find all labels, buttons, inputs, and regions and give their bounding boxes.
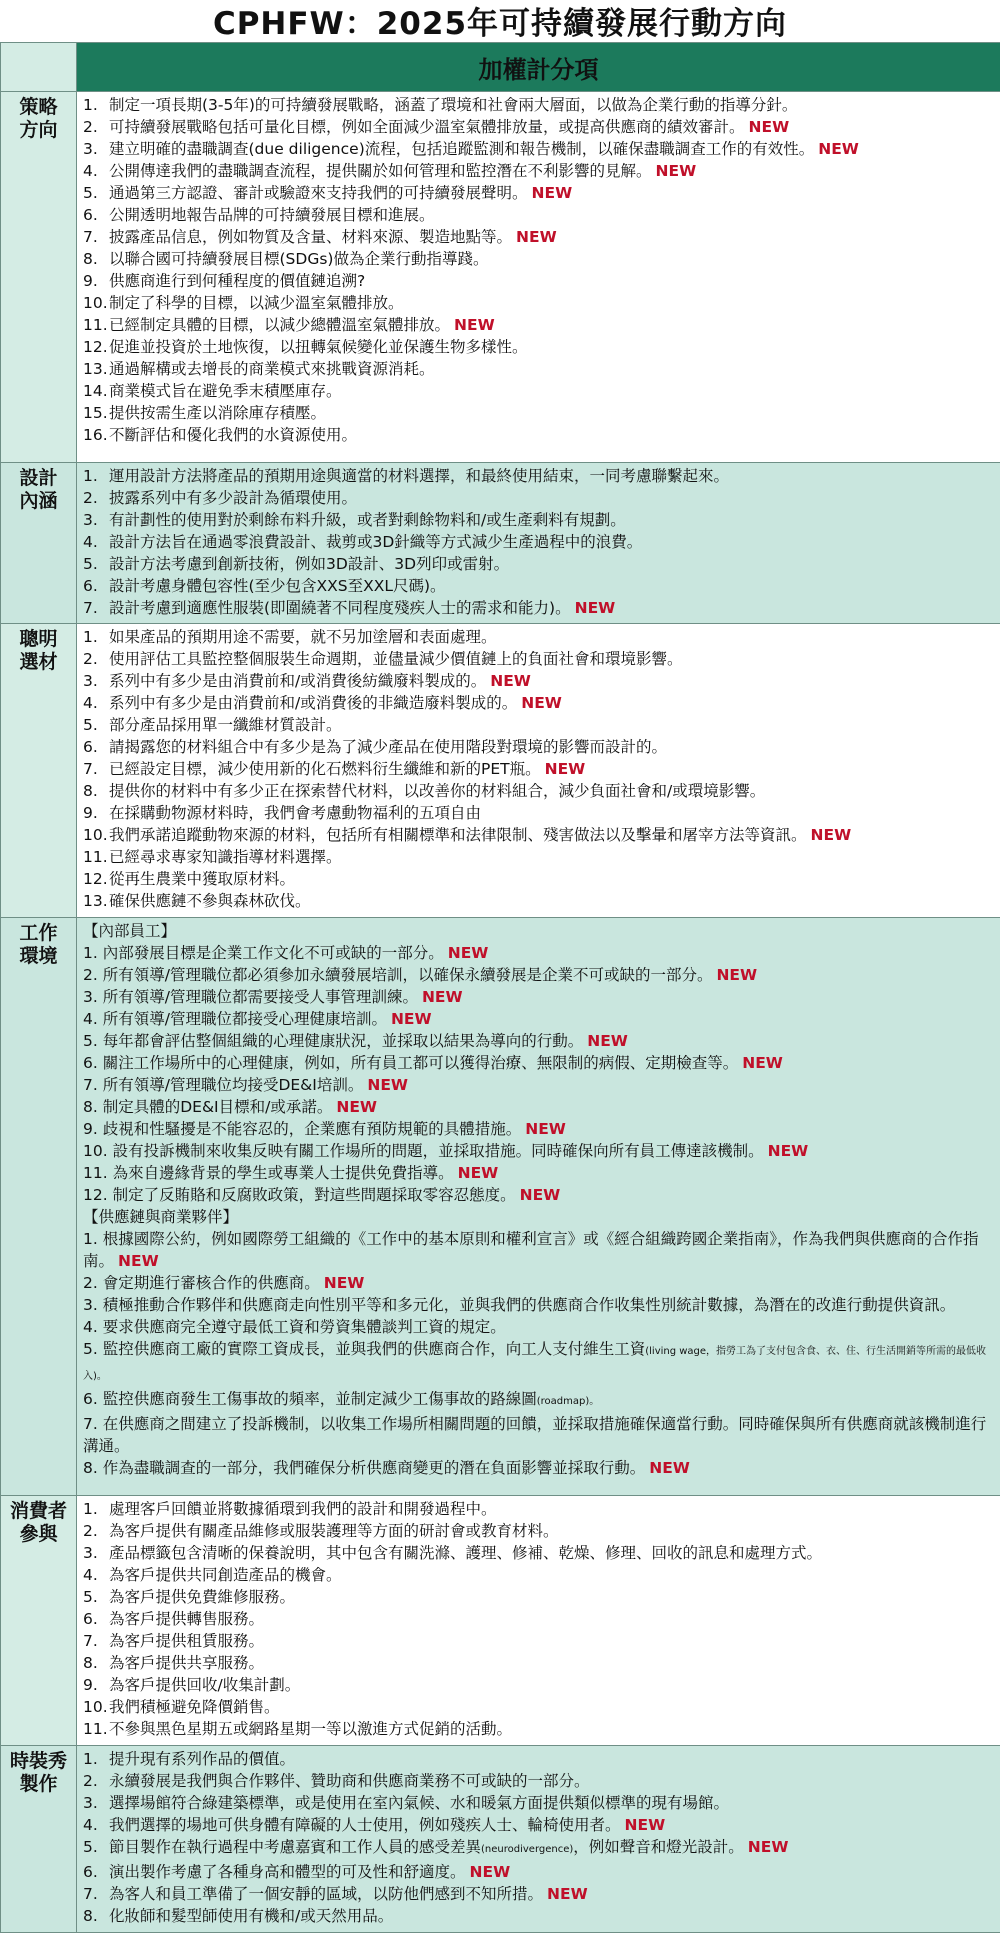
item-number: 7. bbox=[83, 1415, 103, 1433]
new-badge: NEW bbox=[532, 184, 573, 202]
list-item bbox=[83, 182, 994, 204]
list-item bbox=[83, 890, 994, 912]
new-badge: NEW bbox=[625, 1816, 666, 1834]
item-number: 11. bbox=[83, 1718, 109, 1740]
list-item bbox=[83, 531, 994, 553]
item-number: 5. bbox=[83, 1340, 103, 1358]
item-number: 9. bbox=[83, 1674, 109, 1696]
item-text: 內部發展目標是企業工作文化不可或缺的一部分。 bbox=[103, 944, 444, 962]
item-text: 為客戶提供共同創造產品的機會。 bbox=[109, 1566, 342, 1584]
list-item bbox=[83, 1861, 994, 1883]
list-item bbox=[83, 1008, 994, 1030]
new-badge: NEW bbox=[811, 826, 852, 844]
list-item bbox=[83, 1718, 994, 1740]
item-number: 2. bbox=[83, 966, 103, 984]
item-text: 部分產品採用單一纖維材質設計。 bbox=[109, 716, 342, 734]
list-item bbox=[83, 204, 994, 226]
item-text: 所有領導/管理職位均接受DE&I培訓。 bbox=[103, 1076, 364, 1094]
item-text: 通過第三方認證、審計或驗證來支持我們的可持續發展聲明。 bbox=[109, 184, 528, 202]
list-item bbox=[83, 670, 994, 692]
item-text: 所有領導/管理職位都需要接受人事管理訓練。 bbox=[103, 988, 418, 1006]
item-number: 6. bbox=[83, 1054, 103, 1072]
list-item bbox=[83, 1294, 994, 1316]
category-label bbox=[1, 1496, 77, 1746]
new-badge: NEW bbox=[656, 162, 697, 180]
list-item bbox=[83, 248, 994, 270]
list-item bbox=[83, 1608, 994, 1630]
subsection-heading: 【供應鏈與商業夥伴】 bbox=[77, 1206, 1000, 1228]
category-line-1: 消費者 bbox=[1, 1500, 76, 1523]
item-text: 歧視和性騷擾是不能容忍的，企業應有預防規範的具體措施。 bbox=[103, 1120, 522, 1138]
item-number: 13. bbox=[83, 358, 109, 380]
list-item bbox=[83, 1792, 994, 1814]
item-text: 所有領導/管理職位都必須參加永續發展培訓，以確保永續發展是企業不可或缺的一部分。 bbox=[103, 966, 713, 984]
item-number: 4. bbox=[83, 1814, 109, 1836]
list-item bbox=[83, 1140, 994, 1162]
item-text: 建立明確的盡職調查(due diligence)流程，包括追蹤監測和報告機制，以確保盡職調查工作的有效性。 bbox=[109, 140, 814, 158]
subsection-heading: 【內部員工】 bbox=[77, 918, 1000, 942]
item-number: 7. bbox=[83, 226, 109, 248]
item-number: 11. bbox=[83, 314, 109, 336]
list-item bbox=[83, 1413, 994, 1457]
list-item bbox=[83, 736, 994, 758]
category-label bbox=[1, 1746, 77, 1933]
item-text: 商業模式旨在避免季末積壓庫存。 bbox=[109, 382, 342, 400]
item-number: 4. bbox=[83, 531, 109, 553]
list-item bbox=[83, 868, 994, 890]
list-item bbox=[83, 292, 994, 314]
list-item bbox=[83, 314, 994, 336]
section-design bbox=[1, 463, 1000, 624]
section-materials bbox=[1, 624, 1000, 918]
list-item bbox=[83, 1674, 994, 1696]
category-line-2: 參與 bbox=[1, 1523, 76, 1546]
item-number: 13. bbox=[83, 890, 109, 912]
item-text: 以聯合國可持續發展目標(SDGs)做為企業行動指導踐。 bbox=[109, 250, 488, 268]
item-text: 我們積極避免降價銷售。 bbox=[109, 1698, 280, 1716]
new-badge: NEW bbox=[587, 1032, 628, 1050]
item-text: 不斷評估和優化我們的水資源使用。 bbox=[109, 426, 357, 444]
list-item bbox=[83, 1905, 994, 1927]
list-item bbox=[83, 1118, 994, 1140]
list-item bbox=[83, 1184, 994, 1206]
item-number: 8. bbox=[83, 1459, 103, 1477]
list-item bbox=[83, 402, 994, 424]
list-item bbox=[83, 824, 994, 846]
new-badge: NEW bbox=[490, 672, 531, 690]
list-item bbox=[83, 575, 994, 597]
item-list-cell bbox=[77, 1496, 1000, 1746]
item-text: 運用設計方法將產品的預期用途與適當的材料選擇，和最終使用結束，一同考慮聯繫起來。 bbox=[109, 467, 729, 485]
item-text: 設計方法考慮到創新技術，例如3D設計、3D列印或雷射。 bbox=[109, 555, 509, 573]
item-number: 3. bbox=[83, 138, 109, 160]
new-badge: NEW bbox=[324, 1274, 365, 1292]
item-text: 會定期進行審核合作的供應商。 bbox=[103, 1274, 320, 1292]
new-badge: NEW bbox=[545, 760, 586, 778]
category-line-2: 環境 bbox=[1, 945, 76, 968]
item-text: 為客戶提供免費維修服務。 bbox=[109, 1588, 295, 1606]
item-number: 1. bbox=[83, 944, 103, 962]
item-text: 制定了科學的目標，以減少溫室氣體排放。 bbox=[109, 294, 404, 312]
item-text: 監控供應商發生工傷事故的頻率，並制定減少工傷事故的路線圖 bbox=[103, 1390, 537, 1408]
list-item bbox=[83, 1052, 994, 1074]
item-number: 6. bbox=[83, 1390, 103, 1408]
list-item bbox=[83, 1074, 994, 1096]
list-item bbox=[83, 1564, 994, 1586]
new-badge: NEW bbox=[742, 1054, 783, 1072]
item-text: 化妝師和髮型師使用有機和/或天然用品。 bbox=[109, 1907, 393, 1925]
item-text: 設計方法旨在通過零浪費設計、裁剪或3D針織等方式減少生產過程中的浪費。 bbox=[109, 533, 642, 551]
item-number: 4. bbox=[83, 1564, 109, 1586]
item-number: 4. bbox=[83, 692, 109, 714]
item-text: 設計考慮到適應性服裝(即圍繞著不同程度殘疾人士的需求和能力)。 bbox=[109, 599, 571, 617]
item-number: 5. bbox=[83, 1836, 109, 1858]
item-number: 3. bbox=[83, 1542, 109, 1564]
item-list-cell bbox=[77, 624, 1000, 918]
item-text: 系列中有多少是由消費前和/或消費後紡織廢料製成的。 bbox=[109, 672, 486, 690]
item-text: 不參與黑色星期五或網路星期一等以激進方式促銷的活動。 bbox=[109, 1720, 512, 1738]
item-number: 2. bbox=[83, 1274, 103, 1292]
item-text: 我們承諾追蹤動物來源的材料，包括所有相關標準和法律限制、殘害做法以及擊暈和屠宰方法等資訊。 bbox=[109, 826, 807, 844]
item-number: 3. bbox=[83, 1792, 109, 1814]
list-item bbox=[83, 942, 994, 964]
category-line-2: 內涵 bbox=[1, 490, 76, 513]
page-title: CPHFW：2025年可持續發展行動方向 bbox=[0, 0, 1000, 42]
item-text: 設有投訴機制來收集反映有關工作場所的問題，並採取措施。同時確保向所有員工傳達該機制。 bbox=[113, 1142, 764, 1160]
header-corner bbox=[1, 43, 77, 92]
item-number: 16. bbox=[83, 424, 109, 446]
category-line-1: 策略 bbox=[1, 96, 76, 119]
list-item bbox=[83, 648, 994, 670]
item-text: 產品標籤包含清晰的保養說明，其中包含有關洗滌、護理、修補、乾燥、修理、回收的訊息和處理方式。 bbox=[109, 1544, 822, 1562]
item-text: 提供你的材料中有多少正在探索替代材料，以改善你的材料組合，減少負面社會和/或環境影響。 bbox=[109, 782, 765, 800]
new-badge: NEW bbox=[516, 228, 557, 246]
item-number: 15. bbox=[83, 402, 109, 424]
item-number: 9. bbox=[83, 1120, 103, 1138]
list-item bbox=[83, 1162, 994, 1184]
new-badge: NEW bbox=[470, 1863, 511, 1881]
new-badge: NEW bbox=[818, 140, 859, 158]
list-item bbox=[83, 1630, 994, 1652]
item-text: 披露產品信息，例如物質及含量、材料來源、製造地點等。 bbox=[109, 228, 512, 246]
category-line-1: 設計 bbox=[1, 467, 76, 490]
new-badge: NEW bbox=[547, 1885, 588, 1903]
item-text: 節目製作在執行過程中考慮嘉賓和工作人員的感受差異 bbox=[109, 1838, 481, 1856]
list-item bbox=[83, 336, 994, 358]
item-text: 有計劃性的使用對於剩餘布料升級，或者對剩餘物料和/或生產剩料有規劃。 bbox=[109, 511, 626, 529]
item-number: 5. bbox=[83, 1032, 103, 1050]
list-item bbox=[83, 626, 994, 648]
item-text: 要求供應商完全遵守最低工資和勞資集體談判工資的規定。 bbox=[103, 1318, 506, 1336]
item-number: 6. bbox=[83, 1861, 109, 1883]
list-item bbox=[83, 270, 994, 292]
item-text: 使用評估工具監控整個服裝生命週期，並儘量減少價值鏈上的負面社會和環境影響。 bbox=[109, 650, 683, 668]
category-label bbox=[1, 92, 77, 463]
new-badge: NEW bbox=[118, 1252, 159, 1270]
category-line-1: 工作 bbox=[1, 922, 76, 945]
category-label bbox=[1, 624, 77, 918]
list-item bbox=[83, 597, 994, 619]
item-text: 選擇場館符合綠建築標準，或是使用在室內氣候、水和暖氣方面提供類似標準的現有場館。 bbox=[109, 1794, 729, 1812]
item-text: 設計考慮身體包容性(至少包含XXS至XXL尺碼)。 bbox=[109, 577, 446, 595]
item-text: 我們選擇的場地可供身體有障礙的人士使用，例如殘疾人士、輪椅使用者。 bbox=[109, 1816, 621, 1834]
list-item bbox=[83, 1520, 994, 1542]
item-number: 9. bbox=[83, 802, 109, 824]
new-badge: NEW bbox=[520, 1186, 561, 1204]
item-number: 1. bbox=[83, 626, 109, 648]
item-number: 2. bbox=[83, 487, 109, 509]
item-number: 1. bbox=[83, 1748, 109, 1770]
list-item bbox=[83, 1096, 994, 1118]
item-text: 通過解構或去增長的商業模式來挑戰資源消耗。 bbox=[109, 360, 435, 378]
section-consumer bbox=[1, 1496, 1000, 1746]
item-text: 請揭露您的材料組合中有多少是為了減少產品在使用階段對環境的影響而設計的。 bbox=[109, 738, 667, 756]
item-text: 披露系列中有多少設計為循環使用。 bbox=[109, 489, 357, 507]
new-badge: NEW bbox=[575, 599, 616, 617]
item-text: 監控供應商工廠的實際工資成長，並與我們的供應商合作，向工人支付維生工資 bbox=[103, 1340, 646, 1358]
item-text: 促進並投資於土地恢復，以扭轉氣候變化並保護生物多樣性。 bbox=[109, 338, 528, 356]
item-text: 為客戶提供轉售服務。 bbox=[109, 1610, 264, 1628]
list-item bbox=[83, 1836, 994, 1861]
item-number: 12. bbox=[83, 868, 109, 890]
item-note: (neurodivergence) bbox=[481, 1844, 573, 1855]
list-item bbox=[83, 1814, 994, 1836]
item-text: 處理客戶回饋並將數據循環到我們的設計和開發過程中。 bbox=[109, 1500, 497, 1518]
list-item bbox=[83, 116, 994, 138]
list-item bbox=[83, 1030, 994, 1052]
item-number: 12. bbox=[83, 1186, 113, 1204]
category-line-2: 方向 bbox=[1, 119, 76, 142]
item-number: 6. bbox=[83, 575, 109, 597]
item-text: 為客戶提供共享服務。 bbox=[109, 1654, 264, 1672]
item-number: 4. bbox=[83, 160, 109, 182]
new-badge: NEW bbox=[716, 966, 757, 984]
item-number: 5. bbox=[83, 553, 109, 575]
item-note: (living wage，指勞工為了支付包含食、衣、住、行生活開銷等所需的最低收入)。 bbox=[83, 1346, 986, 1382]
list-item bbox=[83, 1498, 994, 1520]
item-text: 演出製作考慮了各種身高和體型的可及性和舒適度。 bbox=[109, 1863, 466, 1881]
item-text: 可持續發展戰略包括可量化目標，例如全面減少溫室氣體排放量，或提高供應商的績效審計。 bbox=[109, 118, 745, 136]
item-number: 3. bbox=[83, 1296, 103, 1314]
list-item bbox=[83, 1748, 994, 1770]
item-number: 2. bbox=[83, 648, 109, 670]
item-text: 為客人和員工準備了一個安靜的區域，以防他們感到不知所措。 bbox=[109, 1885, 543, 1903]
item-number: 10. bbox=[83, 292, 109, 314]
item-text: 確保供應鏈不參與森林砍伐。 bbox=[109, 892, 311, 910]
new-badge: NEW bbox=[768, 1142, 809, 1160]
item-text: 系列中有多少是由消費前和/或消費後的非織造廢料製成的。 bbox=[109, 694, 517, 712]
item-text: 所有領導/管理職位都接受心理健康培訓。 bbox=[103, 1010, 387, 1028]
list-item bbox=[83, 1457, 994, 1479]
item-number: 2. bbox=[83, 1770, 109, 1792]
item-number: 5. bbox=[83, 182, 109, 204]
category-line-2: 選材 bbox=[1, 651, 76, 674]
new-badge: NEW bbox=[521, 694, 562, 712]
item-number: 7. bbox=[83, 1630, 109, 1652]
item-text: 已經制定具體的目標，以減少總體溫室氣體排放。 bbox=[109, 316, 450, 334]
new-badge: NEW bbox=[391, 1010, 432, 1028]
item-number: 3. bbox=[83, 509, 109, 531]
item-number: 1. bbox=[83, 465, 109, 487]
new-badge: NEW bbox=[422, 988, 463, 1006]
item-text: 制定具體的DE&I目標和/或承諾。 bbox=[103, 1098, 333, 1116]
item-number: 4. bbox=[83, 1010, 103, 1028]
category-line-2: 製作 bbox=[1, 1773, 76, 1796]
list-item bbox=[83, 964, 994, 986]
item-number: 6. bbox=[83, 1608, 109, 1630]
category-line-1: 聰明 bbox=[1, 628, 76, 651]
list-item bbox=[83, 802, 994, 824]
item-text: 制定一項長期(3-5年)的可持續發展戰略，涵蓋了環境和社會兩大層面，以做為企業行動的指導分針。 bbox=[109, 96, 797, 114]
item-number: 12. bbox=[83, 336, 109, 358]
list-item bbox=[83, 553, 994, 575]
item-number: 8. bbox=[83, 1098, 103, 1116]
item-text: 已經設定目標，減少使用新的化石燃料衍生纖維和新的PET瓶。 bbox=[109, 760, 541, 778]
item-number: 3. bbox=[83, 988, 103, 1006]
new-badge: NEW bbox=[525, 1120, 566, 1138]
item-number: 1. bbox=[83, 1498, 109, 1520]
list-item bbox=[83, 986, 994, 1008]
item-number: 7. bbox=[83, 1076, 103, 1094]
list-item bbox=[83, 465, 994, 487]
item-text: 制定了反賄賂和反腐敗政策，對這些問題採取零容忍態度。 bbox=[113, 1186, 516, 1204]
item-text: 永續發展是我們與合作夥伴、贊助商和供應商業務不可或缺的一部分。 bbox=[109, 1772, 590, 1790]
item-number: 11. bbox=[83, 1164, 113, 1182]
item-number: 9. bbox=[83, 270, 109, 292]
new-badge: NEW bbox=[454, 316, 495, 334]
item-text: 如果產品的預期用途不需要，就不另加塗層和表面處理。 bbox=[109, 628, 497, 646]
item-text: 在採購動物源材料時，我們會考慮動物福利的五項自由 bbox=[109, 804, 481, 822]
new-badge: NEW bbox=[749, 118, 790, 136]
item-text: 供應商進行到何種程度的價值鏈追溯? bbox=[109, 272, 365, 290]
item-number: 10. bbox=[83, 1142, 113, 1160]
item-text: 積極推動合作夥伴和供應商走向性別平等和多元化，並與我們的供應商合作收集性別統計數據，為潛在的改進行動提供資訊。 bbox=[103, 1296, 956, 1314]
new-badge: NEW bbox=[649, 1459, 690, 1477]
item-number: 3. bbox=[83, 670, 109, 692]
list-item bbox=[83, 1388, 994, 1413]
list-item bbox=[83, 758, 994, 780]
item-number: 7. bbox=[83, 1883, 109, 1905]
item-number: 6. bbox=[83, 204, 109, 226]
item-text: 為客戶提供回收/收集計劃。 bbox=[109, 1676, 300, 1694]
list-item bbox=[83, 1542, 994, 1564]
list-item bbox=[83, 1586, 994, 1608]
item-number: 5. bbox=[83, 1586, 109, 1608]
list-item bbox=[83, 692, 994, 714]
list-item bbox=[83, 1696, 994, 1718]
item-text: 已經尋求專家知識指導材料選擇。 bbox=[109, 848, 342, 866]
item-text: 為客戶提供租賃服務。 bbox=[109, 1632, 264, 1650]
item-number: 2. bbox=[83, 116, 109, 138]
item-number: 8. bbox=[83, 1652, 109, 1674]
item-list-cell bbox=[77, 92, 1000, 463]
item-list-cell bbox=[77, 463, 1000, 624]
list-item bbox=[83, 1770, 994, 1792]
item-number: 14. bbox=[83, 380, 109, 402]
item-text-cont: ，例如聲音和燈光設計。 bbox=[573, 1838, 744, 1856]
section-strategy bbox=[1, 92, 1000, 463]
item-note: (roadmap)。 bbox=[537, 1396, 600, 1407]
list-item bbox=[83, 1272, 994, 1294]
item-text: 從再生農業中獲取原材料。 bbox=[109, 870, 295, 888]
item-number: 8. bbox=[83, 248, 109, 270]
new-badge: NEW bbox=[367, 1076, 408, 1094]
item-text: 作為盡職調查的一部分，我們確保分析供應商變更的潛在負面影響並採取行動。 bbox=[103, 1459, 646, 1477]
table-header: 加權計分項 bbox=[77, 43, 1000, 92]
item-text: 在供應商之間建立了投訴機制，以收集工作場所相關問題的回饋，並採取措施確保適當行動。同時確保與所有供應商就該機制進行溝通。 bbox=[83, 1415, 986, 1455]
item-number: 7. bbox=[83, 758, 109, 780]
item-text: 公開傳達我們的盡職調查流程，提供關於如何管理和監控潛在不利影響的見解。 bbox=[109, 162, 652, 180]
new-badge: NEW bbox=[448, 944, 489, 962]
item-number: 11. bbox=[83, 846, 109, 868]
list-item bbox=[83, 714, 994, 736]
item-number: 1. bbox=[83, 94, 109, 116]
item-text: 為客戶提供有關產品維修或服裝護理等方面的研討會或教育材料。 bbox=[109, 1522, 559, 1540]
list-item bbox=[83, 424, 994, 446]
category-line-1: 時裝秀 bbox=[1, 1750, 76, 1773]
section-work-environment bbox=[1, 918, 1000, 1496]
sustainability-table bbox=[0, 42, 1000, 1933]
list-item bbox=[83, 358, 994, 380]
item-list-cell bbox=[77, 918, 1000, 1496]
list-item bbox=[83, 1228, 994, 1272]
item-text: 每年都會評估整個組織的心理健康狀況，並採取以結果為導向的行動。 bbox=[103, 1032, 584, 1050]
list-item bbox=[83, 1883, 994, 1905]
item-number: 6. bbox=[83, 736, 109, 758]
category-label bbox=[1, 918, 77, 1496]
item-number: 7. bbox=[83, 597, 109, 619]
list-item bbox=[83, 138, 994, 160]
list-item bbox=[83, 780, 994, 802]
item-text: 提升現有系列作品的價值。 bbox=[109, 1750, 295, 1768]
list-item bbox=[83, 1652, 994, 1674]
item-number: 10. bbox=[83, 824, 109, 846]
item-text: 關注工作場所中的心理健康，例如，所有員工都可以獲得治療、無限制的病假、定期檢查等。 bbox=[103, 1054, 739, 1072]
item-text: 提供按需生產以消除庫存積壓。 bbox=[109, 404, 326, 422]
item-text: 公開透明地報告品牌的可持續發展目標和進展。 bbox=[109, 206, 435, 224]
item-list-cell bbox=[77, 1746, 1000, 1933]
list-item bbox=[83, 846, 994, 868]
item-text: 為來自邊緣背景的學生或專業人士提供免費指導。 bbox=[113, 1164, 454, 1182]
list-item bbox=[83, 380, 994, 402]
list-item bbox=[83, 1338, 994, 1388]
item-number: 5. bbox=[83, 714, 109, 736]
section-fashion-show bbox=[1, 1746, 1000, 1933]
list-item bbox=[83, 1316, 994, 1338]
item-text: 根據國際公約，例如國際勞工組織的《工作中的基本原則和權利宣言》或《經合組織跨國企業指南》，作為我們與供應商的合作指南。 bbox=[83, 1230, 978, 1270]
list-item bbox=[83, 509, 994, 531]
list-item bbox=[83, 160, 994, 182]
new-badge: NEW bbox=[458, 1164, 499, 1182]
list-item bbox=[83, 487, 994, 509]
list-item bbox=[83, 226, 994, 248]
item-number: 8. bbox=[83, 1905, 109, 1927]
category-label bbox=[1, 463, 77, 624]
new-badge: NEW bbox=[336, 1098, 377, 1116]
item-number: 10. bbox=[83, 1696, 109, 1718]
item-number: 8. bbox=[83, 780, 109, 802]
item-number: 1. bbox=[83, 1230, 103, 1248]
item-number: 4. bbox=[83, 1318, 103, 1336]
new-badge: NEW bbox=[748, 1838, 789, 1856]
item-number: 2. bbox=[83, 1520, 109, 1542]
list-item bbox=[83, 94, 994, 116]
